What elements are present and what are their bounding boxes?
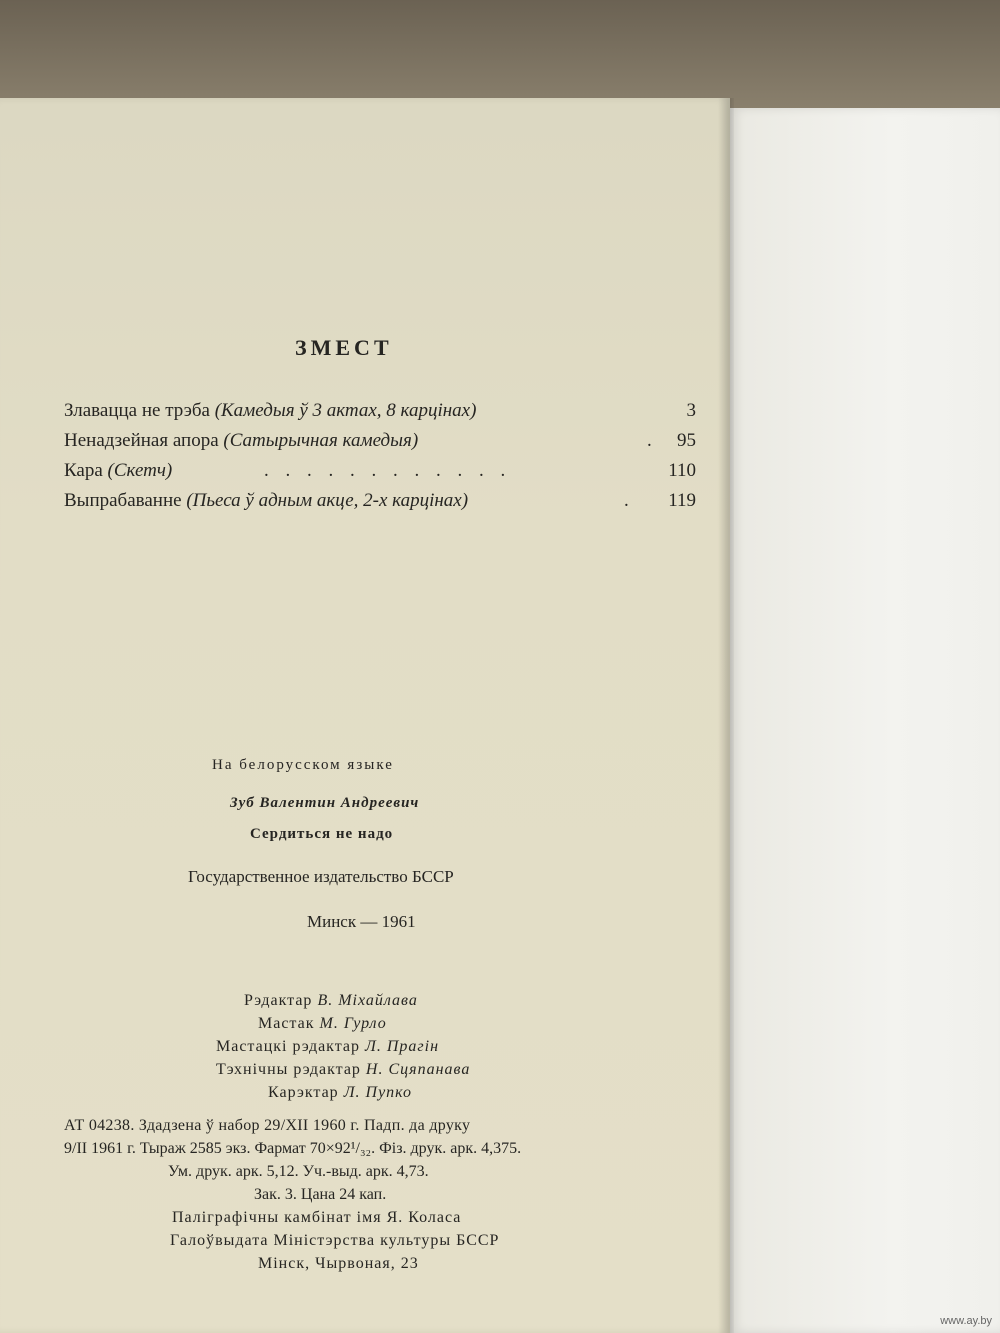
credit-name: М. Гурло — [319, 1015, 387, 1032]
credit-name: Н. Сцяпанава — [365, 1061, 471, 1078]
imprint-line: АТ 04238. Здадзена ў набор 29/XII 1960 г. Падп. да друку — [64, 1117, 471, 1134]
toc-entry-page: 95 — [677, 430, 696, 451]
toc-entry — [64, 460, 696, 490]
credit-role: Тэхнічны рэдактар — [216, 1061, 361, 1078]
toc-entry-title: Выпрабаванне — [64, 490, 182, 511]
toc-entry-title: Кара — [64, 460, 103, 481]
credit-role: Карэктар — [268, 1084, 339, 1101]
toc-entry — [64, 430, 696, 460]
credit-name: Л. Прагін — [365, 1038, 440, 1055]
credit-role: Рэдактар — [244, 992, 313, 1009]
language-note: На белорусском языке — [212, 757, 394, 773]
city-year: Минск — 1961 — [307, 912, 416, 931]
imprint-line: Зак. 3. Цана 24 кап. — [254, 1186, 387, 1203]
credit-line — [216, 1061, 470, 1079]
toc-entry-page: 3 — [686, 400, 696, 421]
credit-line — [216, 1038, 439, 1056]
toc-entry-subtitle: (Камедыя ў 3 актах, 8 карцінах) — [214, 400, 477, 421]
credit-role: Мастак — [258, 1015, 315, 1032]
toc-entry-page: 119 — [668, 490, 696, 511]
printer-line: Мінск, Чырвоная, 23 — [258, 1255, 419, 1272]
book-page-right — [730, 108, 1000, 1333]
credit-line — [244, 992, 418, 1010]
credit-line — [268, 1084, 412, 1102]
toc-entry-leader: . — [624, 490, 635, 511]
printer-line: Паліграфічны камбінат імя Я. Коласа — [172, 1209, 462, 1226]
contents-title: ЗМЕСТ — [295, 335, 393, 360]
printer-line: Галоўвыдата Міністэрства культуры БССР — [170, 1232, 500, 1249]
toc-entry-leader: . — [647, 430, 658, 451]
credit-role: Мастацкі рэдактар — [216, 1038, 361, 1055]
publisher-name: Государственное издательство БССР — [188, 867, 454, 886]
toc-entry-title: Злавацца не трэба — [64, 400, 210, 421]
toc-entry-subtitle: (Пьеса ў адным акце, 2-х карцінах) — [186, 490, 469, 511]
watermark: www.ay.by — [940, 1315, 992, 1327]
table-surface — [0, 0, 1000, 110]
imprint-line: 9/II 1961 г. Тыраж 2585 экз. Фармат 70×92¹/₃₂. Фіз. друк. арк. 4,375. — [64, 1140, 522, 1157]
author-name: Зуб Валентин Андреевич — [230, 795, 420, 811]
imprint-line: Ум. друк. арк. 5,12. Уч.-выд. арк. 4,73. — [168, 1163, 429, 1180]
toc-entry — [64, 400, 696, 430]
toc-entry-subtitle: (Сатырычная камедыя) — [223, 430, 419, 451]
toc-entry-title: Ненадзейная апора — [64, 430, 219, 451]
toc-entry-leader: . . . . . . . . . . . . — [264, 460, 512, 481]
credit-name: В. Міхайлава — [317, 992, 418, 1009]
toc-entry-page: 110 — [668, 460, 696, 481]
book-gutter — [718, 98, 734, 1333]
table-of-contents — [64, 400, 696, 520]
toc-entry-subtitle: (Скетч) — [107, 460, 173, 481]
credit-name: Л. Пупко — [343, 1084, 413, 1101]
toc-entry — [64, 490, 696, 520]
book-title: Сердиться не надо — [250, 826, 394, 842]
credit-line — [258, 1015, 387, 1033]
